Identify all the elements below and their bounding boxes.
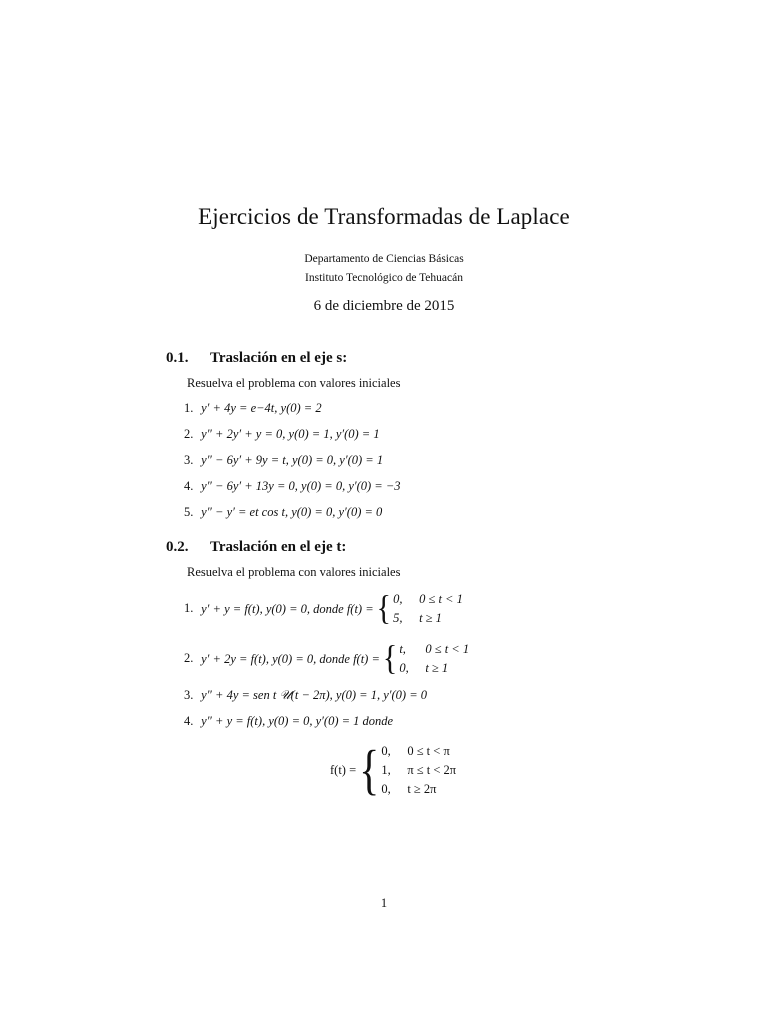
case-value: 1, bbox=[381, 763, 391, 777]
case-condition: 0 ≤ t < 1 bbox=[419, 592, 463, 606]
equation: y″ + y = f(t), y(0) = 0, y′(0) = 1 donde bbox=[201, 714, 394, 728]
item-number: 3. bbox=[184, 453, 194, 467]
exercise-item bbox=[184, 640, 469, 678]
section-intro: Resuelva el problema con valores iniciales bbox=[187, 376, 401, 390]
exercise-item bbox=[184, 453, 383, 468]
piecewise-cases bbox=[399, 640, 469, 678]
case-condition: π ≤ t < 2π bbox=[407, 763, 457, 777]
item-number: 1. bbox=[184, 600, 194, 615]
section-number: 0.1. bbox=[166, 350, 189, 366]
exercise-item bbox=[184, 590, 463, 628]
case-value: 5, bbox=[393, 611, 403, 625]
exercise-item bbox=[184, 427, 380, 442]
case-condition: 0 ≤ t < π bbox=[407, 744, 450, 758]
exercise-item bbox=[184, 505, 382, 520]
equation: y′ + 4y = e−4t, y(0) = 2 bbox=[201, 401, 322, 415]
section-heading-2 bbox=[166, 539, 346, 556]
section-heading-1 bbox=[166, 350, 347, 367]
equation: y″ + 4y = sen t 𝒰(t − 2π), y(0) = 1, y′(0) = 0 bbox=[201, 688, 428, 702]
exercise-item bbox=[184, 401, 322, 416]
case-value: 0, bbox=[399, 661, 409, 675]
case-value: 0, bbox=[393, 592, 403, 606]
section-number: 0.2. bbox=[166, 539, 189, 555]
equation: y″ + 2y′ + y = 0, y(0) = 1, y′(0) = 1 bbox=[201, 427, 380, 441]
exercise-item bbox=[184, 714, 393, 729]
piecewise-cases bbox=[393, 590, 463, 628]
department: Departamento de Ciencias Básicas bbox=[304, 253, 464, 265]
item-number: 4. bbox=[184, 714, 194, 728]
case-condition: t ≥ 1 bbox=[425, 661, 449, 675]
left-brace: { bbox=[382, 639, 398, 678]
section-intro: Resuelva el problema con valores iniciales bbox=[187, 565, 401, 579]
item-number: 5. bbox=[184, 505, 194, 519]
equation: y″ − 6y′ + 13y = 0, y(0) = 0, y′(0) = −3 bbox=[201, 479, 401, 493]
document-title: Ejercicios de Transformadas de Laplace bbox=[198, 204, 570, 229]
case-condition: t ≥ 1 bbox=[419, 611, 442, 625]
piecewise-cases bbox=[381, 742, 456, 799]
page-number: 1 bbox=[380, 896, 388, 910]
left-brace: { bbox=[376, 589, 392, 628]
equation: y″ − 6y′ + 9y = t, y(0) = 0, y′(0) = 1 bbox=[201, 453, 384, 467]
institute: Instituto Tecnológico de Tehuacán bbox=[305, 272, 463, 284]
exercise-item bbox=[184, 688, 427, 703]
case-value: 0, bbox=[381, 782, 391, 796]
item-number: 1. bbox=[184, 401, 194, 415]
item-number: 2. bbox=[184, 427, 194, 441]
piecewise-display bbox=[330, 742, 456, 799]
section-title: Traslación en el eje s: bbox=[210, 350, 348, 366]
case-value: 0, bbox=[381, 744, 391, 758]
equation: y″ − y′ = et cos t, y(0) = 0, y′(0) = 0 bbox=[201, 505, 383, 519]
item-number: 2. bbox=[184, 650, 194, 665]
exercise-item bbox=[184, 479, 401, 494]
case-value: t, bbox=[399, 642, 406, 656]
case-condition: t ≥ 2π bbox=[407, 782, 437, 796]
equation: y′ + 2y = f(t), y(0) = 0, donde f(t) = bbox=[201, 651, 380, 666]
equation: y′ + y = f(t), y(0) = 0, donde f(t) = bbox=[201, 601, 374, 616]
display-lhs: f(t) = bbox=[330, 763, 357, 777]
item-number: 3. bbox=[184, 688, 194, 702]
section-title: Traslación en el eje t: bbox=[210, 539, 347, 555]
left-brace: { bbox=[359, 740, 380, 801]
item-number: 4. bbox=[184, 479, 194, 493]
document-date: 6 de diciembre de 2015 bbox=[313, 298, 455, 314]
case-condition: 0 ≤ t < 1 bbox=[425, 642, 470, 656]
